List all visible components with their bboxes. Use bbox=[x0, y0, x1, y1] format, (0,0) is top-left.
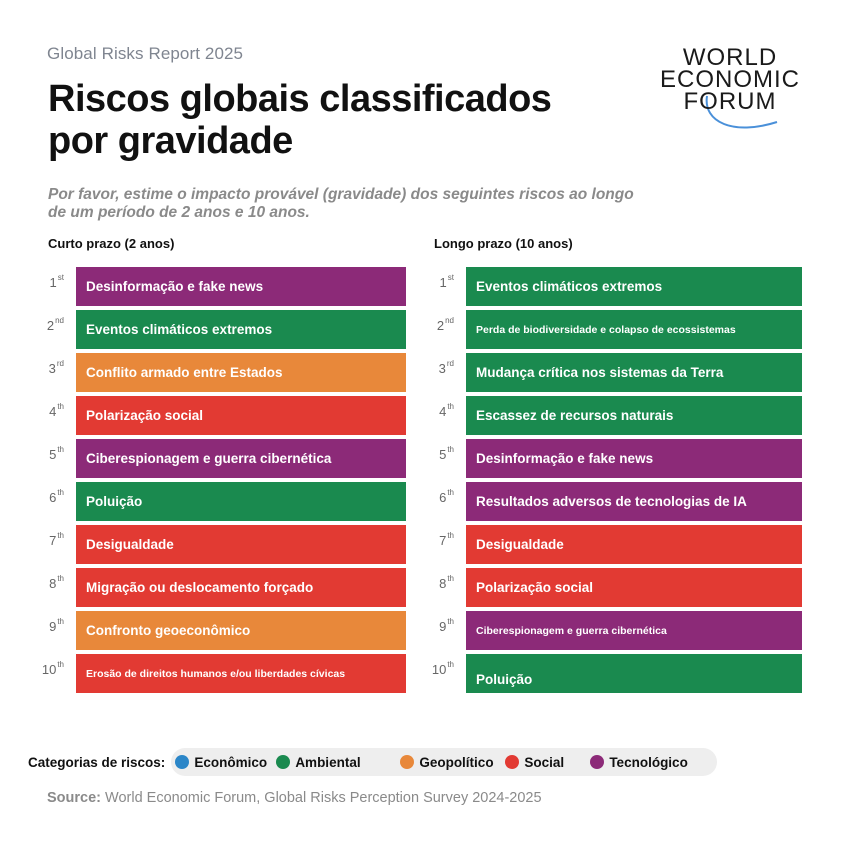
risk-label: Eventos climáticos extremos bbox=[476, 279, 663, 294]
report-label: Global Risks Report 2025 bbox=[47, 44, 244, 63]
risk-label: Polarização social bbox=[86, 408, 204, 423]
risk-bar bbox=[466, 611, 802, 650]
rank-suffix: st bbox=[57, 273, 64, 282]
risk-bar bbox=[466, 353, 802, 392]
rank-value: 9 bbox=[439, 619, 447, 634]
risk-bar bbox=[76, 611, 406, 650]
risk-bar bbox=[76, 654, 406, 693]
risk-bar bbox=[76, 439, 406, 478]
risk-bar bbox=[76, 568, 406, 607]
risk-bar bbox=[466, 396, 802, 435]
title-line-2: por gravidade bbox=[48, 120, 293, 162]
risk-bar bbox=[76, 267, 406, 306]
rank-number bbox=[414, 275, 454, 290]
legend-label: Social bbox=[524, 754, 565, 770]
rank-suffix: th bbox=[57, 574, 64, 583]
rank-value: 6 bbox=[49, 490, 57, 505]
title-line-1: Riscos globais classificados bbox=[48, 78, 552, 120]
legend-item bbox=[505, 748, 564, 776]
risk-bar bbox=[466, 267, 802, 306]
risk-label: Desinformação e fake news bbox=[86, 279, 264, 294]
rank-number bbox=[414, 533, 454, 548]
rank-value: 2 bbox=[436, 318, 445, 333]
rank-number bbox=[24, 275, 64, 290]
rank-number bbox=[414, 447, 454, 462]
risk-bar bbox=[76, 396, 406, 435]
rank-number bbox=[414, 490, 454, 505]
rank-suffix: th bbox=[447, 402, 454, 411]
rank-number bbox=[24, 533, 64, 548]
rank-value: 4 bbox=[439, 404, 447, 419]
rank-number bbox=[24, 361, 64, 376]
rank-suffix: th bbox=[447, 617, 454, 626]
legend-dot-icon bbox=[505, 755, 519, 769]
legend-item bbox=[175, 748, 267, 776]
rank-value: 9 bbox=[49, 619, 57, 634]
rank-value: 3 bbox=[438, 361, 446, 376]
rank-value: 7 bbox=[49, 533, 57, 548]
source-prefix: Source: bbox=[47, 790, 101, 806]
risk-bar bbox=[76, 353, 406, 392]
rank-value: 5 bbox=[439, 447, 447, 462]
risk-bar bbox=[76, 310, 406, 349]
source-note bbox=[47, 790, 542, 806]
rank-number bbox=[414, 576, 454, 591]
source-text: World Economic Forum, Global Risks Perception Survey 2024-2025 bbox=[101, 790, 542, 806]
rank-number bbox=[24, 404, 64, 419]
rank-number bbox=[414, 318, 454, 333]
risk-bar bbox=[466, 439, 802, 478]
rank-value: 8 bbox=[49, 576, 57, 591]
rank-suffix: th bbox=[447, 574, 454, 583]
legend-dot-icon bbox=[276, 755, 290, 769]
rank-number bbox=[414, 361, 454, 376]
logo-line-world: WORLD bbox=[682, 44, 778, 71]
risk-bar bbox=[76, 482, 406, 521]
legend-label: Geopolítico bbox=[419, 754, 494, 770]
rank-suffix: rd bbox=[446, 359, 454, 368]
risk-bar bbox=[466, 482, 802, 521]
rank-suffix: th bbox=[57, 402, 64, 411]
rank-suffix: th bbox=[447, 488, 454, 497]
risk-label: Confronto geoeconômico bbox=[86, 623, 251, 638]
rank-value: 7 bbox=[439, 533, 447, 548]
rank-number bbox=[24, 447, 64, 462]
legend-dot-icon bbox=[175, 755, 189, 769]
legend-dot-icon bbox=[400, 755, 414, 769]
rank-value: 10 bbox=[431, 662, 447, 677]
rank-suffix: th bbox=[447, 660, 454, 669]
risk-label: Ciberespionagem e guerra cibernética bbox=[86, 451, 332, 466]
rank-number bbox=[24, 662, 64, 677]
rank-number bbox=[414, 619, 454, 634]
subtitle bbox=[48, 186, 728, 222]
rank-number bbox=[414, 662, 454, 677]
rank-number bbox=[24, 619, 64, 634]
subtitle-line-1: Por favor, estime o impacto provável (gravidade) dos seguintes riscos ao longo bbox=[48, 186, 634, 203]
risk-label: Desigualdade bbox=[86, 537, 174, 552]
rank-number bbox=[24, 576, 64, 591]
logo-line-economic: ECONOMIC bbox=[660, 66, 800, 93]
risk-bar bbox=[466, 654, 802, 693]
legend-label: Ambiental bbox=[295, 754, 361, 770]
risk-label: Ciberespionagem e guerra cibernética bbox=[476, 624, 667, 637]
rank-value: 3 bbox=[48, 361, 56, 376]
rank-suffix: th bbox=[57, 488, 64, 497]
risk-label: Desinformação e fake news bbox=[476, 451, 654, 466]
rank-value: 4 bbox=[49, 404, 57, 419]
legend-label: Tecnológico bbox=[609, 754, 688, 770]
legend-item bbox=[276, 748, 360, 776]
risk-label: Escassez de recursos naturais bbox=[476, 408, 674, 423]
rank-value: 1 bbox=[49, 275, 57, 290]
risk-label: Resultados adversos de tecnologias de IA bbox=[476, 494, 747, 509]
rank-value: 8 bbox=[439, 576, 447, 591]
rank-suffix: th bbox=[57, 617, 64, 626]
rank-value: 5 bbox=[49, 447, 57, 462]
page-title bbox=[48, 78, 648, 162]
rank-value: 10 bbox=[41, 662, 57, 677]
legend-item bbox=[590, 748, 688, 776]
risk-label: Migração ou deslocamento forçado bbox=[86, 580, 314, 595]
risk-label: Poluição bbox=[476, 672, 533, 687]
rank-number bbox=[24, 490, 64, 505]
risk-label: Desigualdade bbox=[476, 537, 564, 552]
risk-bar bbox=[466, 525, 802, 564]
rank-suffix: nd bbox=[445, 316, 454, 325]
risk-label: Eventos climáticos extremos bbox=[86, 322, 273, 337]
rank-suffix: th bbox=[447, 445, 454, 454]
rank-suffix: th bbox=[447, 531, 454, 540]
risk-label: Conflito armado entre Estados bbox=[86, 365, 283, 380]
rank-value: 1 bbox=[439, 275, 447, 290]
rank-value: 2 bbox=[46, 318, 55, 333]
rank-suffix: st bbox=[447, 273, 454, 282]
risk-label: Mudança crítica nos sistemas da Terra bbox=[476, 365, 724, 380]
risk-bar bbox=[466, 568, 802, 607]
rank-number bbox=[414, 404, 454, 419]
legend-dot-icon bbox=[590, 755, 604, 769]
legend-title: Categorias de riscos: bbox=[28, 754, 166, 770]
rank-suffix: th bbox=[57, 445, 64, 454]
legend-pill bbox=[171, 748, 717, 776]
risk-label: Polarização social bbox=[476, 580, 594, 595]
rank-suffix: nd bbox=[55, 316, 64, 325]
long-term-heading: Longo prazo (10 anos) bbox=[434, 236, 573, 251]
risk-label: Poluição bbox=[86, 494, 143, 509]
rank-suffix: th bbox=[57, 531, 64, 540]
rank-value: 6 bbox=[439, 490, 447, 505]
legend bbox=[28, 748, 717, 776]
short-term-heading: Curto prazo (2 anos) bbox=[48, 236, 175, 251]
legend-item bbox=[400, 748, 493, 776]
subtitle-line-2: de um período de 2 anos e 10 anos. bbox=[48, 204, 310, 221]
rank-suffix: th bbox=[57, 660, 64, 669]
legend-label: Econômico bbox=[194, 754, 268, 770]
risk-bar bbox=[76, 525, 406, 564]
risk-bar bbox=[466, 310, 802, 349]
rank-number bbox=[24, 318, 64, 333]
wef-logo bbox=[655, 44, 805, 136]
logo-line-forum: FORUM bbox=[683, 88, 777, 115]
risk-label: Erosão de direitos humanos e/ou liberdades cívicas bbox=[86, 667, 346, 680]
risk-label: Perda de biodiversidade e colapso de ecossistemas bbox=[476, 323, 736, 336]
rank-suffix: rd bbox=[56, 359, 64, 368]
